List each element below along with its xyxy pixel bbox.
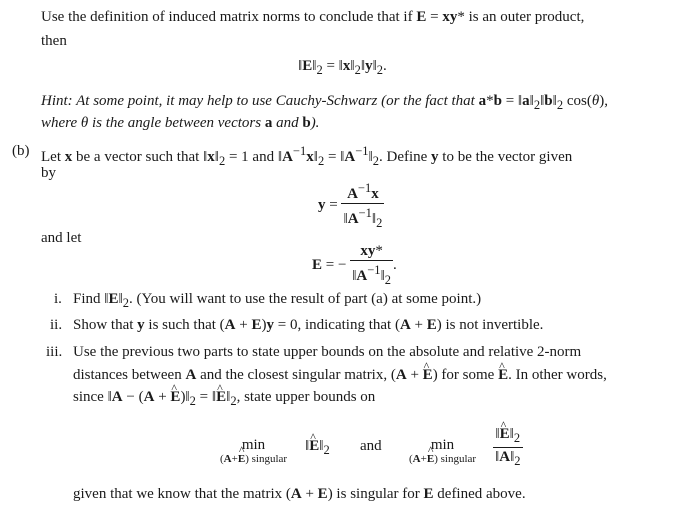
and-word: and	[360, 438, 382, 454]
item-ii-text: Show that y is such that (A + E)y = 0, indicating that (A + E) is not invertible.	[73, 317, 544, 333]
part-b-line2: by	[41, 165, 56, 181]
hint-line1: Hint: At some point, it may help to use Cauchy-Schwarz (or the fact that $a*b = ‖a‖_2‖b‖_2$ cos(θ),	[41, 93, 608, 112]
item-iii-line3: since ‖A − (A + ^ $E)‖_2$ = ‖^ $E‖_2$, state upper bounds on	[73, 388, 375, 410]
y-definition: y = $\frac{A^{-1}x}{‖A^{-1}‖_2}$	[318, 181, 383, 230]
part-a-line1: Use the definition of induced matrix norms to conclude that if E = xy* is an outer product,	[41, 9, 585, 25]
item-iii-label: iii.	[46, 344, 63, 360]
item-i-label: i.	[54, 291, 62, 307]
item-ii-label: ii.	[50, 317, 63, 333]
and-let: and let	[41, 230, 82, 246]
item-i-text: Find $‖E‖_2$. (You will want to use the result of part (a) at some point.)	[73, 291, 482, 310]
item-iii-line1: Use the previous two parts to state upper bounds on the absolute and relative 2-norm	[73, 344, 582, 360]
relative-fraction: $\frac{‖\^{} E‖_2}{‖A‖_2}$	[493, 426, 523, 469]
e-definition: E = − $\frac{xy*}{‖A^{-1}‖_2}$ .	[312, 243, 397, 287]
item-iii-line2: distances between A and the closest singular matrix, (A + ^ E) for some ^ E. In other words,	[73, 366, 607, 384]
part-a-line2: then	[41, 33, 67, 49]
min-relative: min (A+^ E) singular	[409, 437, 476, 466]
part-b-line1: Let x be a vector such that $‖x‖_2 = 1$ and $‖A^{-1}x‖_2$ = $‖A^{-1}‖_2$. Define y to be the vector given	[41, 144, 573, 168]
part-a-equation: $‖E‖_2$ = $‖x‖_2‖y‖_2$.	[298, 58, 387, 77]
hint-line2: where θ is the angle between vectors a and b).	[41, 115, 320, 131]
final-line: given that we know that the matrix (A + E) is singular for E defined above.	[73, 486, 526, 502]
abs-norm: ‖^ $E‖_2$	[305, 437, 330, 459]
min-absolute: min (A+^ E) singular	[220, 437, 287, 466]
part-b-label: (b)	[12, 143, 30, 159]
